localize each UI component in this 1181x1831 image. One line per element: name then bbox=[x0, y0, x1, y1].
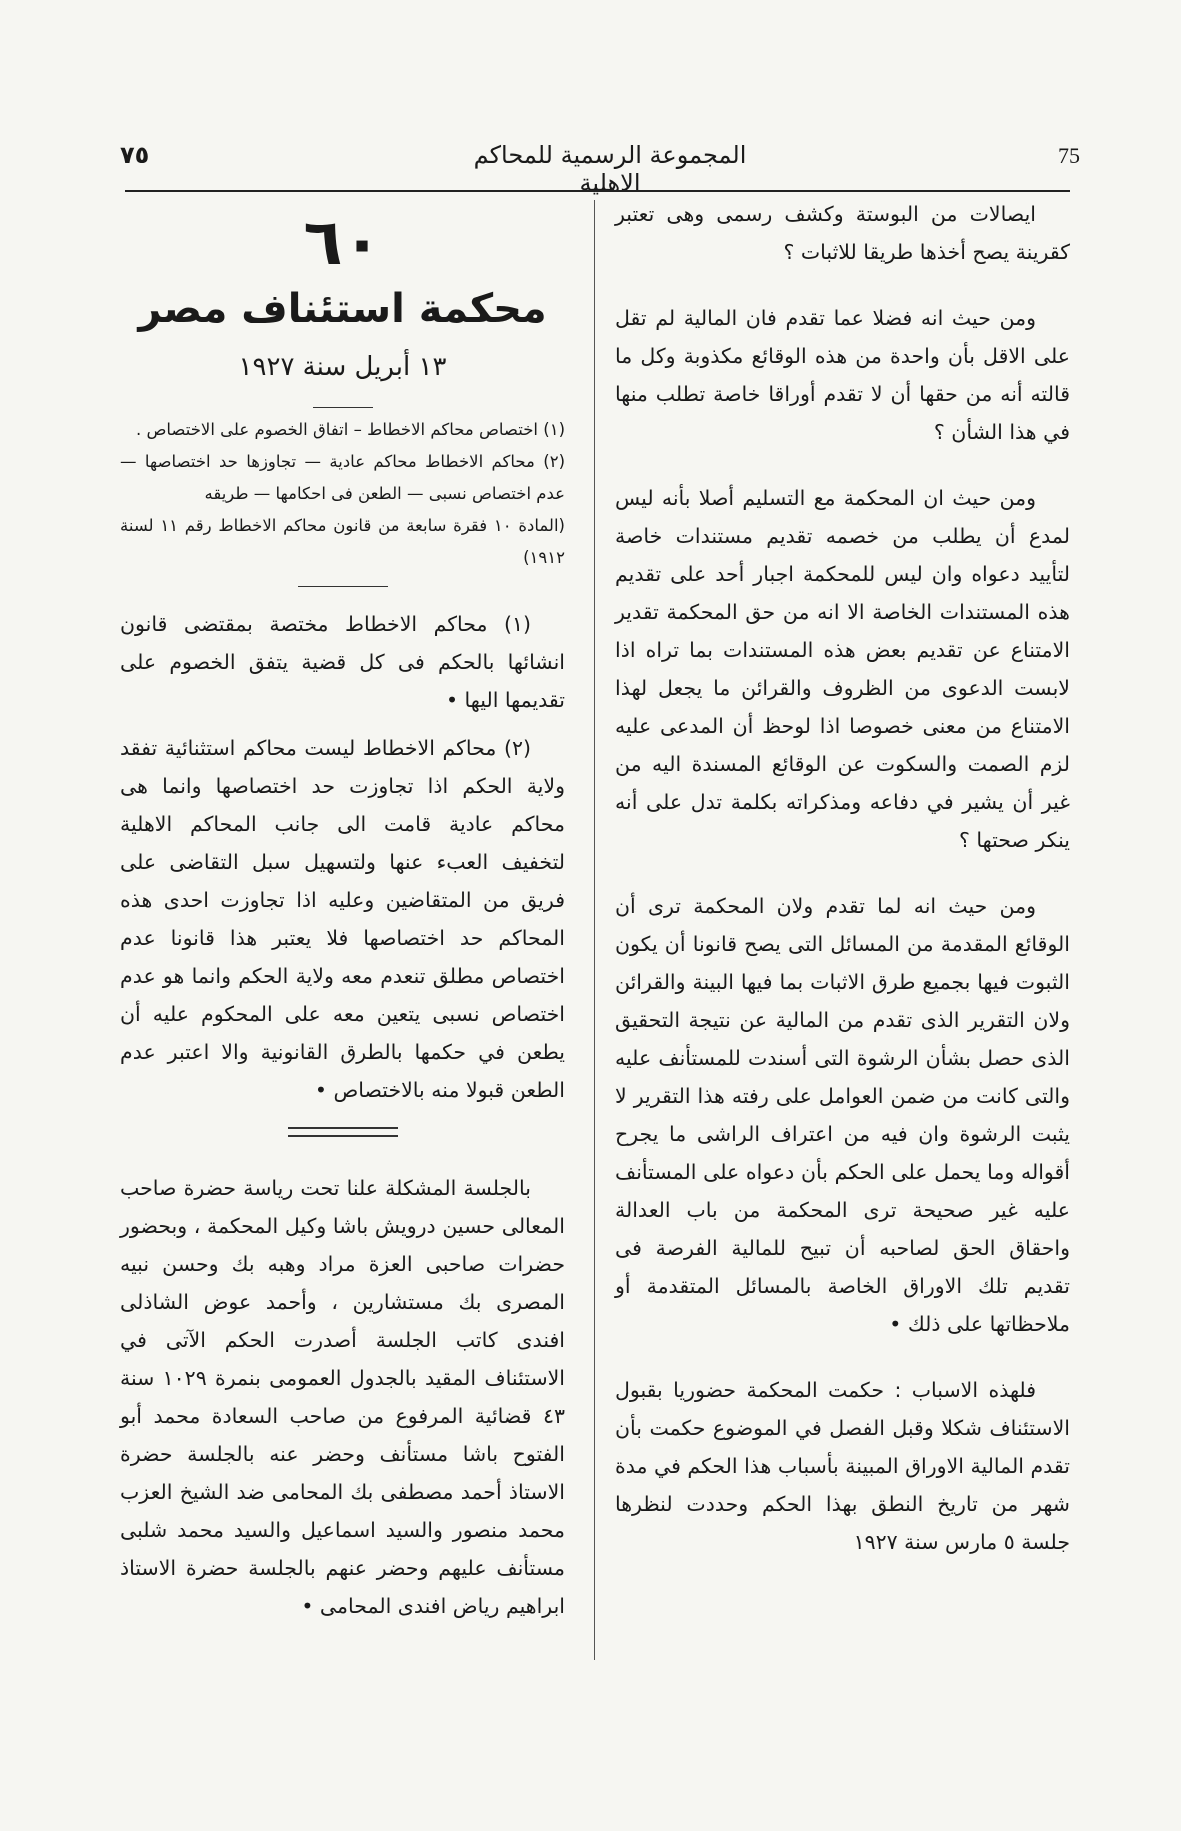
paragraph: ومن حيث انه لما تقدم ولان المحكمة ترى أن الوقائع المقدمة من المسائل التى يصح قانونا أن يكون الثبوت فيها بجميع طرق الاثبات بما فيها البينة والقرائن ولان التقرير الذى تقدم من المالية عن نتيجة التحقيق الذى حصل بشأن الرشوة التى أسندت للمستأنف عليه والتى كانت من ضمن العوامل على رفته هذا التقرير لا يثبت الرشوة وان فيه من اعتراف الراشى ما يجرح أقواله وما يحمل على الحكم بأن دعواه على المستأنف عليه غير صحيحة ترى المحكمة من باب العدالة واحقاق الحق لصاحبه أن تبيح للمالية الفرصة فى تقديم تلك الاوراق الخاصة بالمسائل المتقدمة أو ملاحظاتها على ذلك • bbox=[615, 894, 1070, 1336]
principle-paragraph: (٢) محاكم الاخطاط ليست محاكم استثنائية تفقد ولاية الحكم اذا تجاوزت حد اختصاصها وانما هى محاكم عادية قامت الى جانب المحاكم الاهلية لتخفيف العبء عنها ولتسهيل سبل التقاضى على فريق من المتقاضين وعليه اذا تجاوزت احدى هذه المحاكم حد اختصاصها فلا يعتبر هذا قانونا عدم اختصاص مطلق تنعدم معه ولاية الحكم وانما هو عدم اختصاص نسبى يتعين معه على المحكوم عليه أن يطعن في حكمها بالطرق القانونية والا اعتبر عدم الطعن قبولا منه بالاختصاص • bbox=[120, 736, 565, 1102]
headnote-item: (١) اختصاص محاكم الاخطاط – اتفاق الخصوم على الاختصاص . bbox=[135, 420, 565, 439]
case-date: ١٣ أبريل سنة ١٩٢٧ bbox=[238, 352, 447, 382]
column-divider bbox=[594, 200, 595, 1660]
headnote-item: (٢) محاكم الاخطاط محاكم عادية — تجاوزها حد اختصاصها — عدم اختصاص نسبى — الطعن فى احكامها — طريقه bbox=[120, 452, 565, 503]
divider bbox=[313, 407, 373, 408]
legal-principles bbox=[120, 605, 565, 1109]
header-rule bbox=[125, 190, 1070, 192]
paragraph: ايصالات من البوستة وكشف رسمى وهى تعتبر كقرينة يصح أخذها طريقا للاثبات ؟ bbox=[615, 202, 1070, 264]
paragraph: ومن حيث انه فضلا عما تقدم فان المالية لم تقل على الاقل بأن واحدة من هذه الوقائع مكذوبة وكل ما قالته أنه من حقها أن لا تقدم أوراقا خاصة تطلب منها في هذا الشأن ؟ bbox=[615, 306, 1070, 444]
page-header bbox=[120, 135, 1080, 197]
court-name: محكمة استئناف مصر bbox=[138, 286, 547, 332]
case-number: ٦٠ bbox=[303, 206, 382, 280]
left-column bbox=[120, 195, 565, 1653]
page-number-arabic: ٧٥ bbox=[120, 141, 150, 169]
session-paragraph: بالجلسة المشكلة علنا تحت رياسة حضرة صاحب المعالى حسين درويش باشا وكيل المحكمة ، وبحضور حضرات صاحبى العزة مراد وهبه بك وحسن نبيه المصرى بك مستشارين ، وأحمد عوض الشاذلى افندى كاتب الجلسة أصدرت الحكم الآتى في الاستئناف المقيد بالجدول العمومى بنمرة ١٠٢٩ سنة ٤٣ قضائية المرفوع من صاحب السعادة محمد أبو الفتوح باشا مستأنف وحضر عنه بالجلسة حضرة الاستاذ أحمد مصطفى بك المحامى ضد الشيخ العزب محمد منصور والسيد اسماعيل والسيد محمد شلبى مستأنف عليهم وحضر عنهم بالجلسة حضرة الاستاذ ابراهيم رياض افندى المحامى • bbox=[120, 1176, 566, 1618]
double-divider bbox=[288, 1127, 398, 1137]
paragraph: فلهذه الاسباب : حكمت المحكمة حضوريا بقبول الاستئناف شكلا وقبل الفصل في الموضوع حكمت بأن تقدم المالية الاوراق المبينة بأسباب هذا الحكم في مدة شهر من تاريخ النطق بهذا الحكم وحددت لنظرها جلسة ٥ مارس سنة ١٩٢٧ bbox=[615, 1378, 1070, 1554]
page-number-latin: 75 bbox=[1058, 143, 1080, 168]
right-column bbox=[615, 195, 1070, 1589]
headnotes bbox=[120, 414, 565, 574]
paragraph: ومن حيث ان المحكمة مع التسليم أصلا بأنه ليس لمدع أن يطلب من خصمه تقديم مستندات خاصة لتأييد دعواه وان ليس للمحكمة اجبار أحد على تقديم هذه المستندات الخاصة الا انه من حق المحكمة تقدير الامتناع عن تقديم بعض هذه المستندات بما تراه اذا لابست الدعوى من الظروف والقرائن ما يجعل لهذا الامتناع من معنى خصوصا اذا لوحظ أن المدعى عليه لزم الصمت والسكوت عن الوقائع المسندة اليه من غير أن يشير في دفاعه ومذكراته بكلمة تدل على أنه ينكر صحتها ؟ bbox=[615, 486, 1070, 852]
running-title: المجموعة الرسمية للمحاكم الاهلية bbox=[473, 141, 747, 197]
principle-paragraph: (١) محاكم الاخطاط مختصة بمقتضى قانون انشائها بالحكم فى كل قضية يتفق الخصوم على تقديمها اليها • bbox=[120, 612, 565, 712]
divider bbox=[298, 586, 388, 587]
headnote-item: (المادة ١٠ فقرة سابعة من قانون محاكم الاخطاط رقم ١١ لسنة ١٩١٢) bbox=[120, 516, 565, 567]
